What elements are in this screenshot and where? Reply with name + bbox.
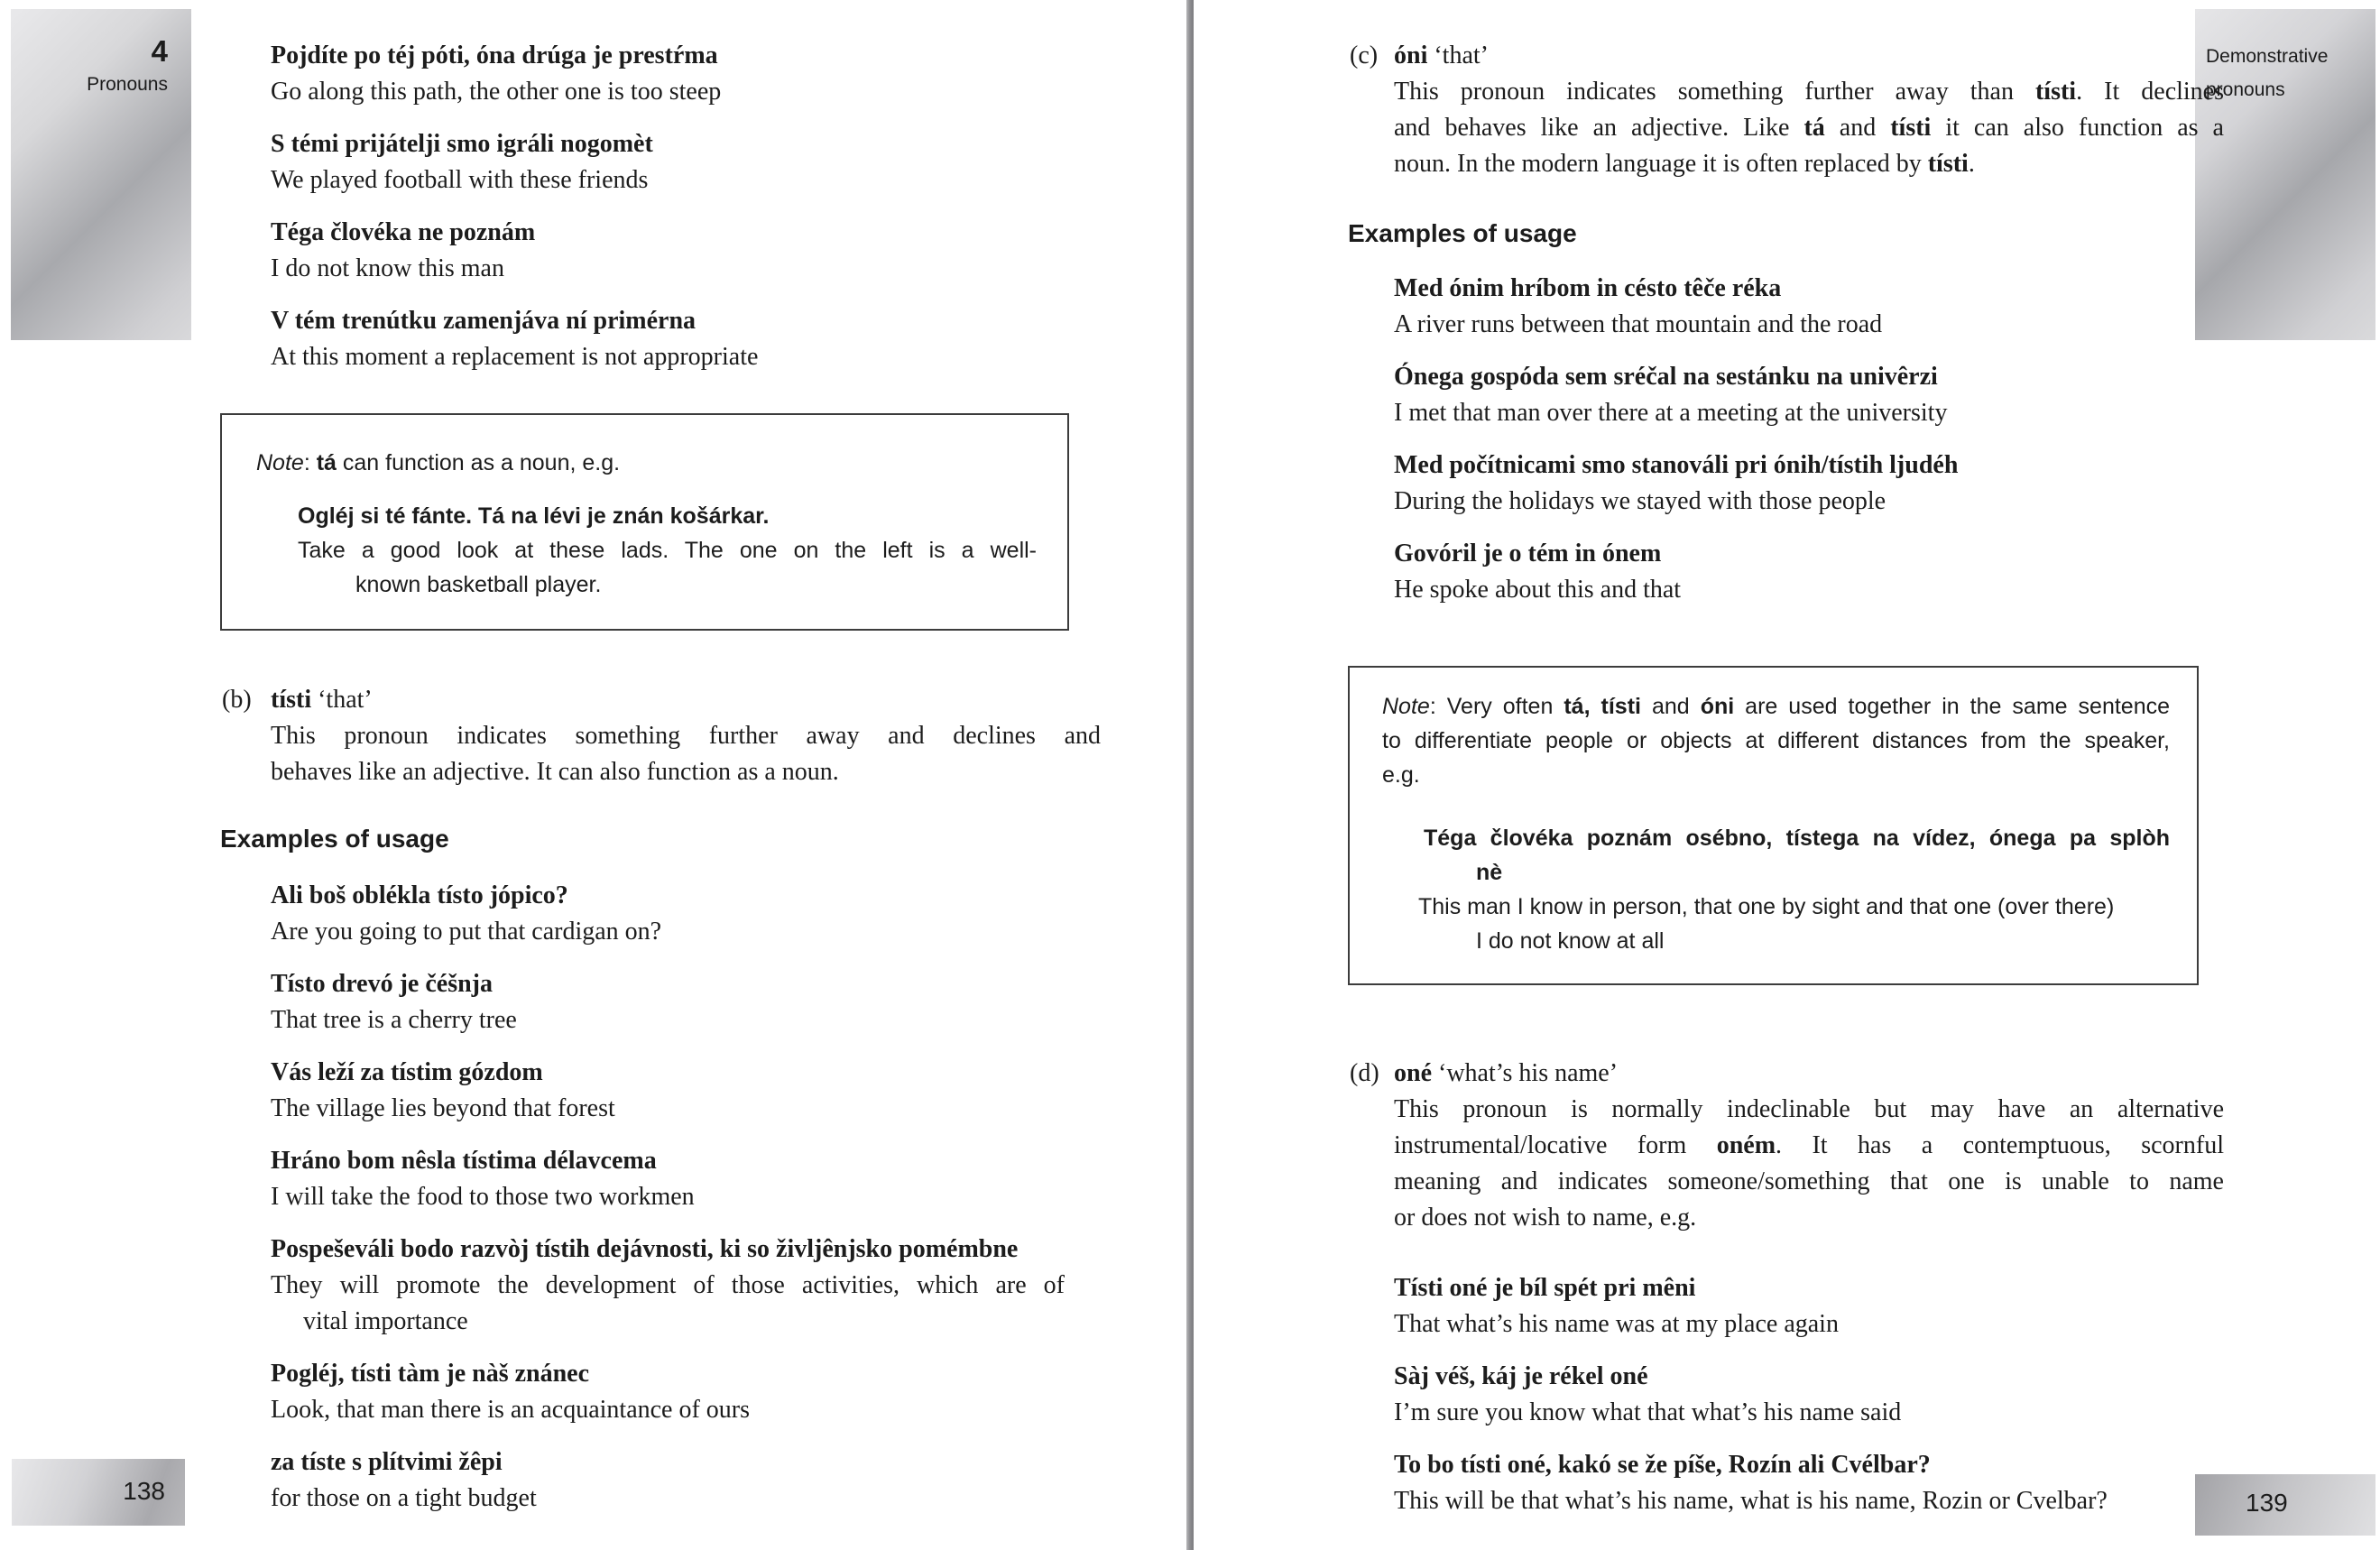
usage-example-list bbox=[271, 878, 1069, 1517]
example-slovene: Téga človéka ne poznám bbox=[271, 218, 536, 246]
body-line: This pronoun indicates something further away than tísti. It declines bbox=[1394, 78, 2225, 106]
example-slovene: Sàj véš, káj je rékel oné bbox=[1394, 1362, 1648, 1390]
example-slovene: Hráno bom nêsla tístima délavcema bbox=[271, 1147, 657, 1175]
example-english: At this moment a replacement is not appropriate bbox=[271, 343, 759, 371]
usage-heading: Examples of usage bbox=[1348, 219, 1577, 247]
example-english bbox=[271, 1268, 1065, 1340]
example-pair bbox=[1394, 359, 2199, 431]
page-number-left: 138 bbox=[123, 1477, 165, 1505]
example-pair bbox=[1394, 1270, 2199, 1342]
example-english: Look, that man there is an acquaintance of ours bbox=[271, 1396, 751, 1424]
example-slovene: Pojdíte po téj póti, óna drúga je prestŕma bbox=[271, 42, 718, 69]
example-english: We played football with these friends bbox=[271, 166, 649, 194]
left-page-column bbox=[220, 32, 1101, 1533]
english-line: vital importance bbox=[303, 1307, 468, 1335]
example-english: The village lies beyond that forest bbox=[271, 1094, 615, 1122]
chapter-number: 4 bbox=[151, 34, 168, 68]
note-intro-line: Note: Very often tá, tísti and óni are used together in the same sentence bbox=[1382, 694, 2171, 719]
note-intro-line: to differentiate people or objects at different distances from the speaker, bbox=[1382, 728, 2170, 753]
example-slovene: Med počítnicami smo stanováli pri ónih/tístih ljudéh bbox=[1394, 451, 1959, 479]
section-body bbox=[1394, 1092, 2224, 1236]
note-slovene-line: Téga človéka poznám osébno, tístega na vídez, ónega pa splòh bbox=[1424, 826, 2170, 851]
example-pair bbox=[271, 966, 1069, 1038]
note-box bbox=[1348, 666, 2199, 985]
note-english-line: This man I know in person, that one by sight and that one (over there) bbox=[1418, 894, 2115, 919]
example-pair bbox=[271, 1444, 1069, 1517]
example-slovene: Pogléj, tísti tàm je nàš znánec bbox=[271, 1360, 590, 1388]
section-gloss: ‘that’ bbox=[1434, 42, 1489, 69]
section-label: (d) bbox=[1350, 1059, 1379, 1087]
note-example-slovene: Ogléj si té fánte. Tá na lévi je znán košárkar. bbox=[298, 503, 770, 529]
note-example-english bbox=[1418, 890, 2170, 958]
usage-heading: Examples of usage bbox=[220, 825, 449, 853]
example-pair bbox=[1394, 271, 2199, 343]
section-label: (c) bbox=[1350, 42, 1379, 69]
body-line: and behaves like an adjective. Like tá and tísti it can also function as a bbox=[1394, 114, 2224, 142]
example-pair bbox=[271, 1356, 1069, 1428]
example-pair bbox=[1394, 1359, 2199, 1431]
body-line: instrumental/locative form oném. It has a contemptuous, scornful bbox=[1394, 1131, 2224, 1159]
body-line: This pronoun is normally indeclinable but may have an alternative bbox=[1394, 1095, 2224, 1123]
example-english: During the holidays we stayed with those people bbox=[1394, 487, 1886, 515]
example-slovene: To bo tísti oné, kakó se že píše, Rozín ali Cvélbar? bbox=[1394, 1451, 1931, 1479]
section-heading bbox=[271, 682, 1069, 718]
example-slovene: Pospeševáli bodo razvòj tístih dejávnosti, ki so življênjsko pomémbne bbox=[271, 1235, 1019, 1263]
right-page-column bbox=[1348, 32, 2225, 1536]
example-english: for those on a tight budget bbox=[271, 1484, 537, 1512]
example-pair bbox=[1394, 1447, 2199, 1519]
body-line: behaves like an adjective. It can also function as a noun. bbox=[271, 758, 839, 786]
note-example-slovene bbox=[1424, 821, 2170, 890]
body-line: or does not wish to name, e.g. bbox=[1394, 1204, 1697, 1232]
page-spine-divider bbox=[1186, 0, 1194, 1550]
example-slovene: Tísto drevó je čéšnja bbox=[271, 970, 493, 998]
usage-example-list bbox=[1394, 271, 2199, 608]
body-line: noun. In the modern language it is often replaced by tísti. bbox=[1394, 150, 1975, 178]
example-slovene: Ónega gospóda sem sréčal na sestánku na univêrzi bbox=[1394, 363, 1938, 391]
example-pair bbox=[1394, 536, 2199, 608]
note-english-line: known basketball player. bbox=[355, 572, 602, 597]
example-slovene: za tíste s plítvimi žêpi bbox=[271, 1448, 503, 1476]
note-slovene-line: nè bbox=[1476, 860, 1503, 885]
note-english-line: Take a good look at these lads. The one on the left is a well- bbox=[298, 538, 1037, 563]
more-example-list bbox=[1394, 1270, 2199, 1519]
section-term: óni bbox=[1394, 42, 1428, 69]
intro-example-list bbox=[271, 38, 1069, 375]
example-pair bbox=[271, 1143, 1069, 1215]
page-number-right-tab bbox=[2195, 1474, 2375, 1536]
example-english: This will be that what’s his name, what is his name, Rozin or Cvelbar? bbox=[1394, 1487, 2108, 1515]
section-heading bbox=[1394, 1056, 2199, 1092]
example-english: I do not know this man bbox=[271, 254, 504, 282]
note-intro: Note: tá can function as a noun, e.g. bbox=[256, 450, 621, 475]
section-tab-line1: Demonstrative bbox=[2206, 46, 2329, 67]
example-pair bbox=[271, 38, 1069, 110]
english-line: They will promote the development of those activities, which are of bbox=[271, 1271, 1065, 1299]
section-body bbox=[1394, 74, 2224, 182]
chapter-tab bbox=[11, 9, 191, 340]
body-line: meaning and indicates someone/something that one is unable to name bbox=[1394, 1167, 2224, 1195]
example-slovene: Med ónim hríbom in césto têče réka bbox=[1394, 274, 1782, 302]
body-line: This pronoun indicates something further away and declines and bbox=[271, 722, 1101, 750]
page-number-right: 139 bbox=[2246, 1489, 2288, 1517]
section-label: (b) bbox=[222, 686, 252, 714]
example-pair bbox=[271, 1232, 1069, 1340]
example-english: That what’s his name was at my place again bbox=[1394, 1310, 1839, 1338]
section-gloss: ‘what’s his name’ bbox=[1438, 1059, 1619, 1087]
example-slovene: S témi prijátelji smo igráli nogomèt bbox=[271, 130, 653, 158]
example-pair bbox=[271, 126, 1069, 198]
example-pair bbox=[271, 303, 1069, 375]
example-pair bbox=[271, 215, 1069, 287]
page-number-left-tab bbox=[12, 1459, 185, 1526]
example-slovene: Tísti oné je bíl spét pri mêni bbox=[1394, 1274, 1696, 1302]
note-example-english bbox=[298, 533, 1037, 602]
note-intro bbox=[1382, 689, 2170, 792]
section-heading bbox=[1394, 38, 2199, 74]
section-b bbox=[220, 682, 1101, 790]
example-english: A river runs between that mountain and the road bbox=[1394, 310, 1883, 338]
example-english: I’m sure you know what that what’s his name said bbox=[1394, 1398, 1902, 1426]
example-english: I met that man over there at a meeting at the university bbox=[1394, 399, 1948, 427]
section-term: tísti bbox=[271, 686, 312, 714]
example-pair bbox=[1394, 447, 2199, 520]
example-pair bbox=[271, 1055, 1069, 1127]
example-english: He spoke about this and that bbox=[1394, 576, 1682, 604]
section-c bbox=[1348, 38, 2225, 182]
note-intro-line: e.g. bbox=[1382, 762, 1420, 788]
example-pair bbox=[271, 878, 1069, 950]
example-slovene: Govóril je o tém in ónem bbox=[1394, 540, 1662, 567]
example-english: Are you going to put that cardigan on? bbox=[271, 918, 662, 946]
section-term: oné bbox=[1394, 1059, 1432, 1087]
section-d bbox=[1348, 1056, 2224, 1236]
chapter-title: Pronouns bbox=[87, 74, 168, 95]
example-english: That tree is a cherry tree bbox=[271, 1006, 517, 1034]
section-body bbox=[271, 718, 1101, 790]
section-gloss: ‘that’ bbox=[318, 686, 373, 714]
example-slovene: Ali boš oblékla tísto jópico? bbox=[271, 881, 568, 909]
note-english-line: I do not know at all bbox=[1476, 928, 1665, 954]
example-english: Go along this path, the other one is too steep bbox=[271, 78, 722, 106]
note-box bbox=[220, 413, 1069, 631]
section-tab-line2: pronouns bbox=[2206, 79, 2285, 100]
example-slovene: Vás leží za tístim gózdom bbox=[271, 1058, 543, 1086]
example-english: I will take the food to those two workmen bbox=[271, 1183, 695, 1211]
example-slovene: V tém trenútku zamenjáva ní primérna bbox=[271, 307, 696, 335]
